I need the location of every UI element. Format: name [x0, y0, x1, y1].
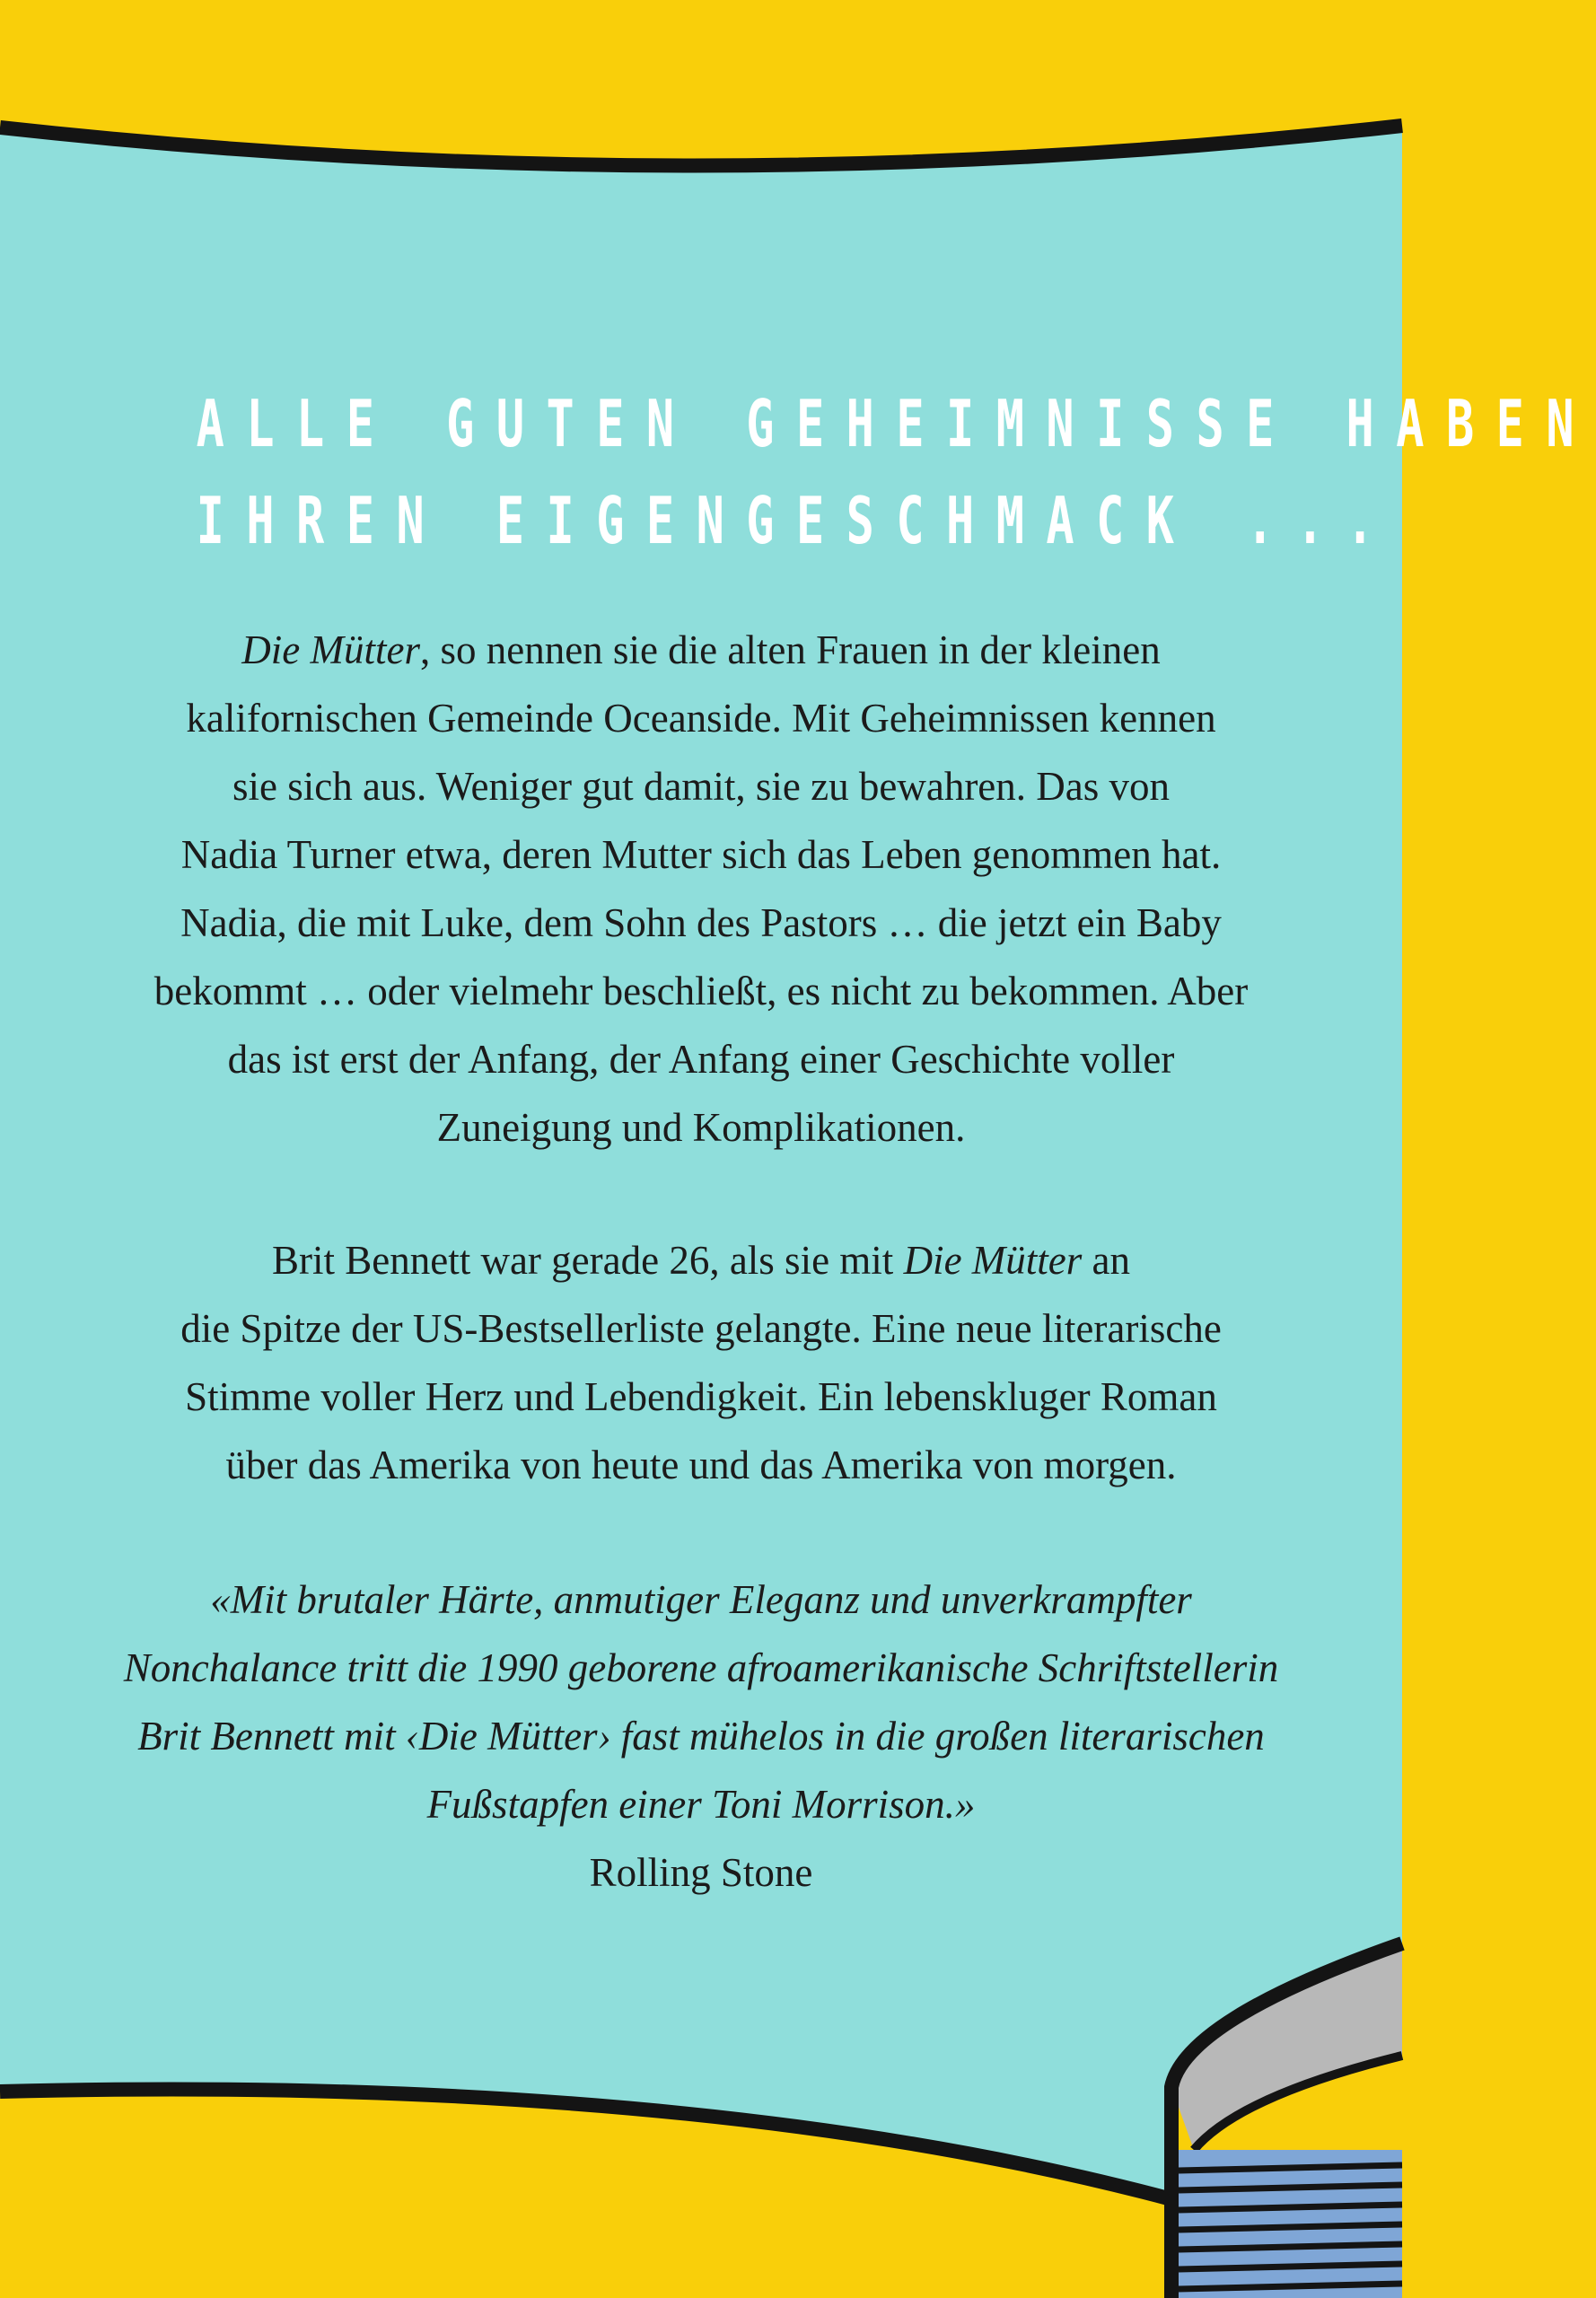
quote-source: Rolling Stone	[589, 1850, 813, 1895]
blurb-line-8: Zuneigung und Komplikationen.	[436, 1105, 966, 1150]
blurb-line-4: Nadia Turner etwa, deren Mutter sich das Leben genommen hat.	[180, 832, 1222, 877]
quote-line-2: Nonchalance tritt die 1990 geborene afroamerikanische Schriftstellerin	[123, 1645, 1279, 1690]
book-title: Die Mütter	[241, 627, 420, 672]
headline-line-2: IHREN EIGENGESCHMACK ...	[196, 483, 1397, 558]
review-quote	[0, 1566, 1402, 1838]
bio-line-1	[0, 1226, 1402, 1294]
bio-line-4: über das Amerika von heute und das Amerika von morgen.	[225, 1443, 1177, 1487]
quote-line-1: «Mit brutaler Härte, anmutiger Eleganz und unverkrampfter	[210, 1577, 1192, 1622]
bio-line-3: Stimme voller Herz und Lebendigkeit. Ein lebenskluger Roman	[185, 1374, 1217, 1419]
quote-line-4: Fußstapfen einer Toni Morrison.»	[426, 1782, 976, 1827]
quote-line-3: Brit Bennett mit ‹Die Mütter› fast mühelos in die großen literarischen	[137, 1714, 1265, 1759]
book-title: Die Mütter	[903, 1238, 1083, 1283]
blurb-line-5: Nadia, die mit Luke, dem Sohn des Pastors … die jetzt ein Baby	[180, 900, 1222, 945]
blurb-line-1-text: , so nennen sie die alten Frauen in der kleinen	[419, 627, 1161, 672]
blurb-line-7: das ist erst der Anfang, der Anfang einer Geschichte voller	[227, 1037, 1175, 1082]
blurb-line-6: bekommt … oder vielmehr beschließt, es nicht zu bekommen. Aber	[153, 969, 1249, 1013]
bio-line-1-post: an	[1082, 1238, 1130, 1283]
blurb-line-3: sie sich aus. Weniger gut damit, sie zu bewahren. Das von	[232, 764, 1171, 809]
blurb-paragraph	[0, 616, 1402, 1162]
headline-line-1: ALLE GUTEN GEHEIMNISSE HABEN	[196, 386, 1596, 461]
bio-line-1-pre: Brit Bennett war gerade 26, als sie mit	[271, 1238, 904, 1283]
author-paragraph	[0, 1226, 1402, 1499]
headline	[196, 375, 1596, 569]
bio-line-2: die Spitze der US-Bestsellerliste gelangte. Eine neue literarische	[180, 1306, 1222, 1351]
blurb-line-1	[0, 616, 1402, 684]
blurb-line-2: kalifornischen Gemeinde Oceanside. Mit Geheimnissen kennen	[186, 696, 1216, 741]
